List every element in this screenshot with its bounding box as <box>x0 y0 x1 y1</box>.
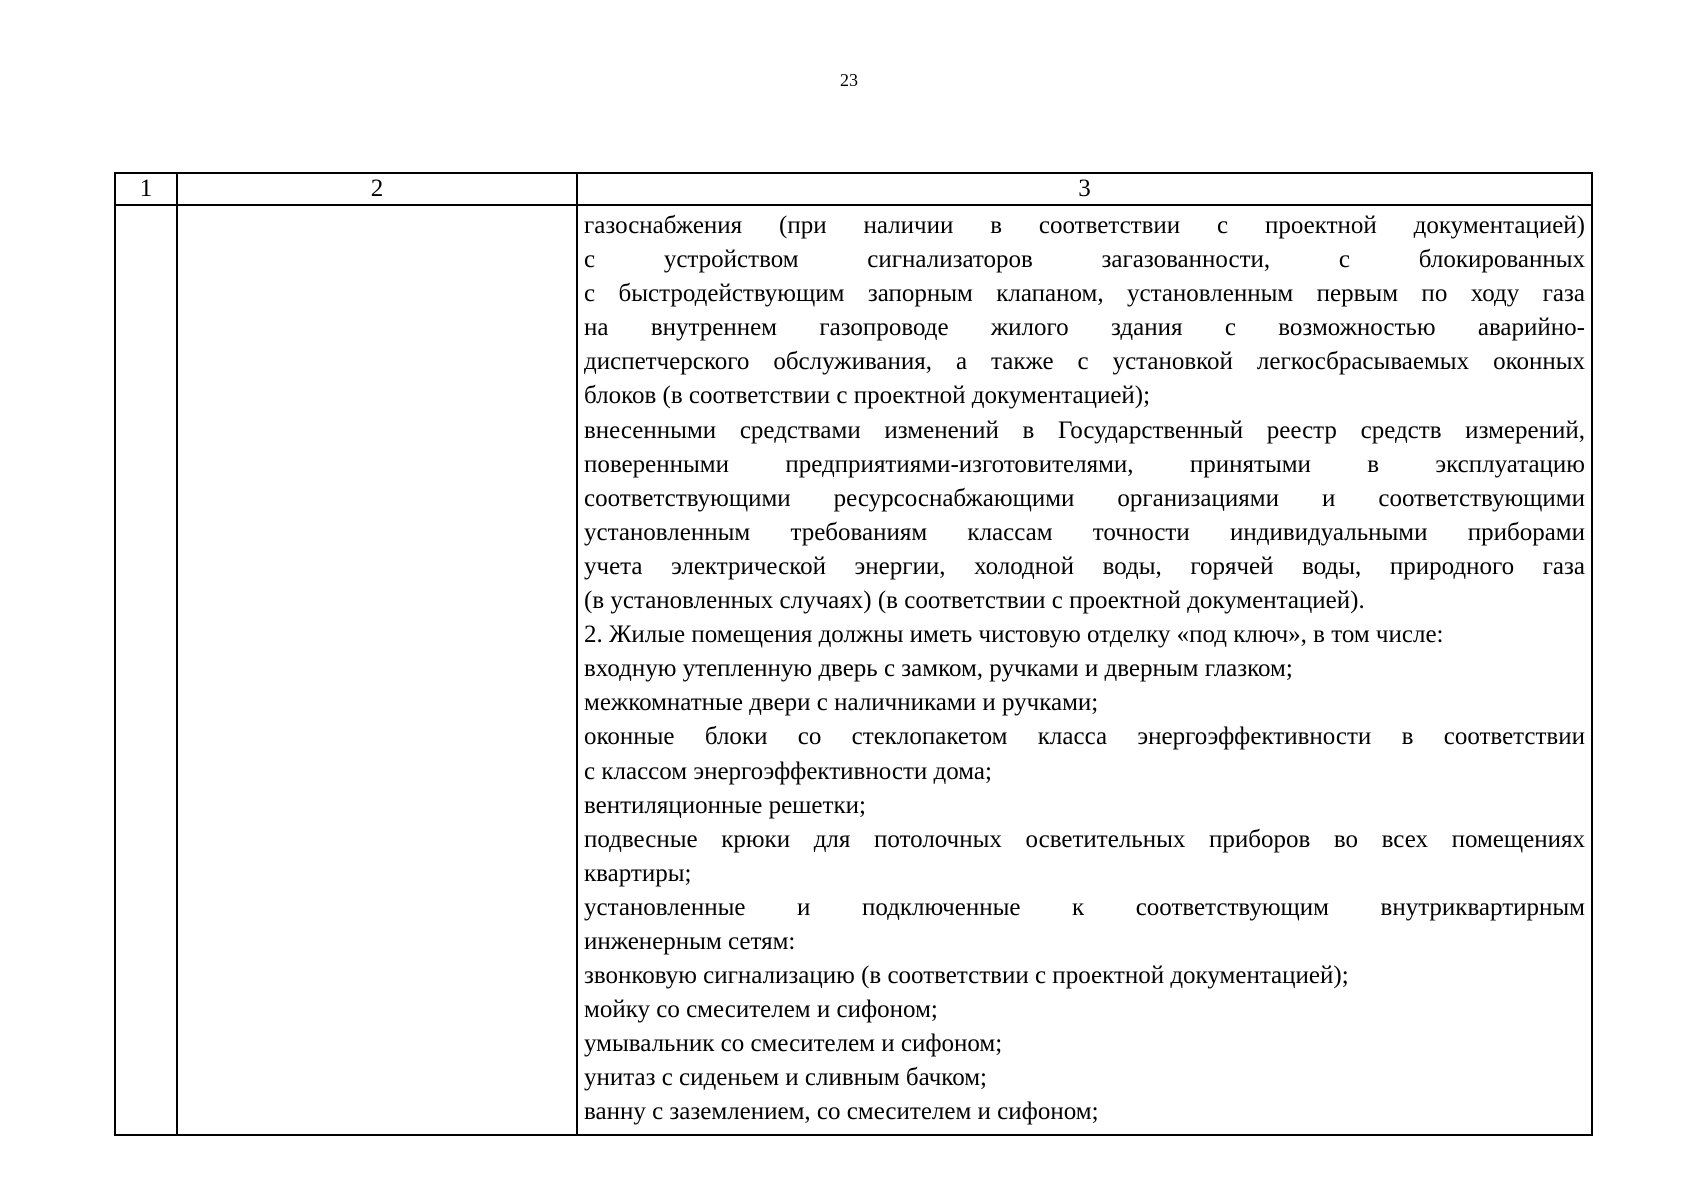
text-line: межкомнатные двери с наличниками и ручками; <box>584 689 1099 717</box>
column-header-2: 2 <box>177 173 577 205</box>
text-line: квартиры; <box>584 859 692 887</box>
text-line: оконные блоки со стеклопакетом класса энергоэффективности в соответствии <box>584 723 1585 751</box>
text-line: звонковую сигнализацию (в соответствии с проектной документацией); <box>584 962 1349 990</box>
text-line: на внутреннем газопроводе жилого здания с возможностью аварийно- <box>584 314 1585 342</box>
text-line: умывальник со смесителем и сифоном; <box>584 1030 1003 1058</box>
table-header-row <box>115 173 1592 205</box>
text-line: с классом энергоэффективности дома; <box>584 757 992 785</box>
text-line: установленные и подключенные к соответствующим внутриквартирным <box>584 893 1585 921</box>
text-line: внесенными средствами изменений в Государственный реестр средств измерений, <box>584 416 1585 444</box>
text-line: с быстродействующим запорным клапаном, установленным первым по ходу газа <box>584 280 1585 308</box>
table-row <box>115 205 1592 1135</box>
text-line: ванну с заземлением, со смесителем и сифоном; <box>584 1098 1099 1126</box>
text-line: (в установленных случаях) (в соответствии с проектной документацией). <box>584 587 1365 615</box>
text-line: диспетчерского обслуживания, а также с установкой легкосбрасываемых оконных <box>584 348 1585 376</box>
requirements-text <box>578 206 1591 1130</box>
text-line: инженерным сетям: <box>584 927 796 955</box>
text-line: блоков (в соответствии с проектной документацией); <box>584 382 1151 410</box>
text-line: учета электрической энергии, холодной воды, горячей воды, природного газа <box>584 552 1585 580</box>
text-line: установленным требованиям классам точности индивидуальными приборами <box>584 518 1585 546</box>
text-line: с устройством сигнализаторов загазованности, с блокированных <box>584 246 1585 274</box>
column-2-cell <box>177 205 577 1135</box>
text-line: вентиляционные решетки; <box>584 791 866 819</box>
text-line: унитаз с сиденьем и сливным бачком; <box>584 1064 987 1092</box>
column-3-cell <box>577 205 1592 1135</box>
text-line: входную утепленную дверь с замком, ручками и дверным глазком; <box>584 655 1293 683</box>
column-header-3: 3 <box>577 173 1592 205</box>
column-1-cell <box>115 205 177 1135</box>
text-line: газоснабжения (при наличии в соответствии с проектной документацией) <box>584 212 1585 239</box>
page-number: 23 <box>840 70 858 90</box>
text-line: 2. Жилые помещения должны иметь чистовую отделку «под ключ», в том числе: <box>584 621 1444 649</box>
document-table <box>114 172 1593 1136</box>
text-line: мойку со смесителем и сифоном; <box>584 996 938 1024</box>
text-line: соответствующими ресурсоснабжающими организациями и соответствующими <box>584 484 1585 512</box>
text-line: подвесные крюки для потолочных осветительных приборов во всех помещениях <box>584 825 1585 853</box>
text-line: поверенными предприятиями-изготовителями, принятыми в эксплуатацию <box>584 450 1585 478</box>
column-header-1: 1 <box>115 173 177 205</box>
